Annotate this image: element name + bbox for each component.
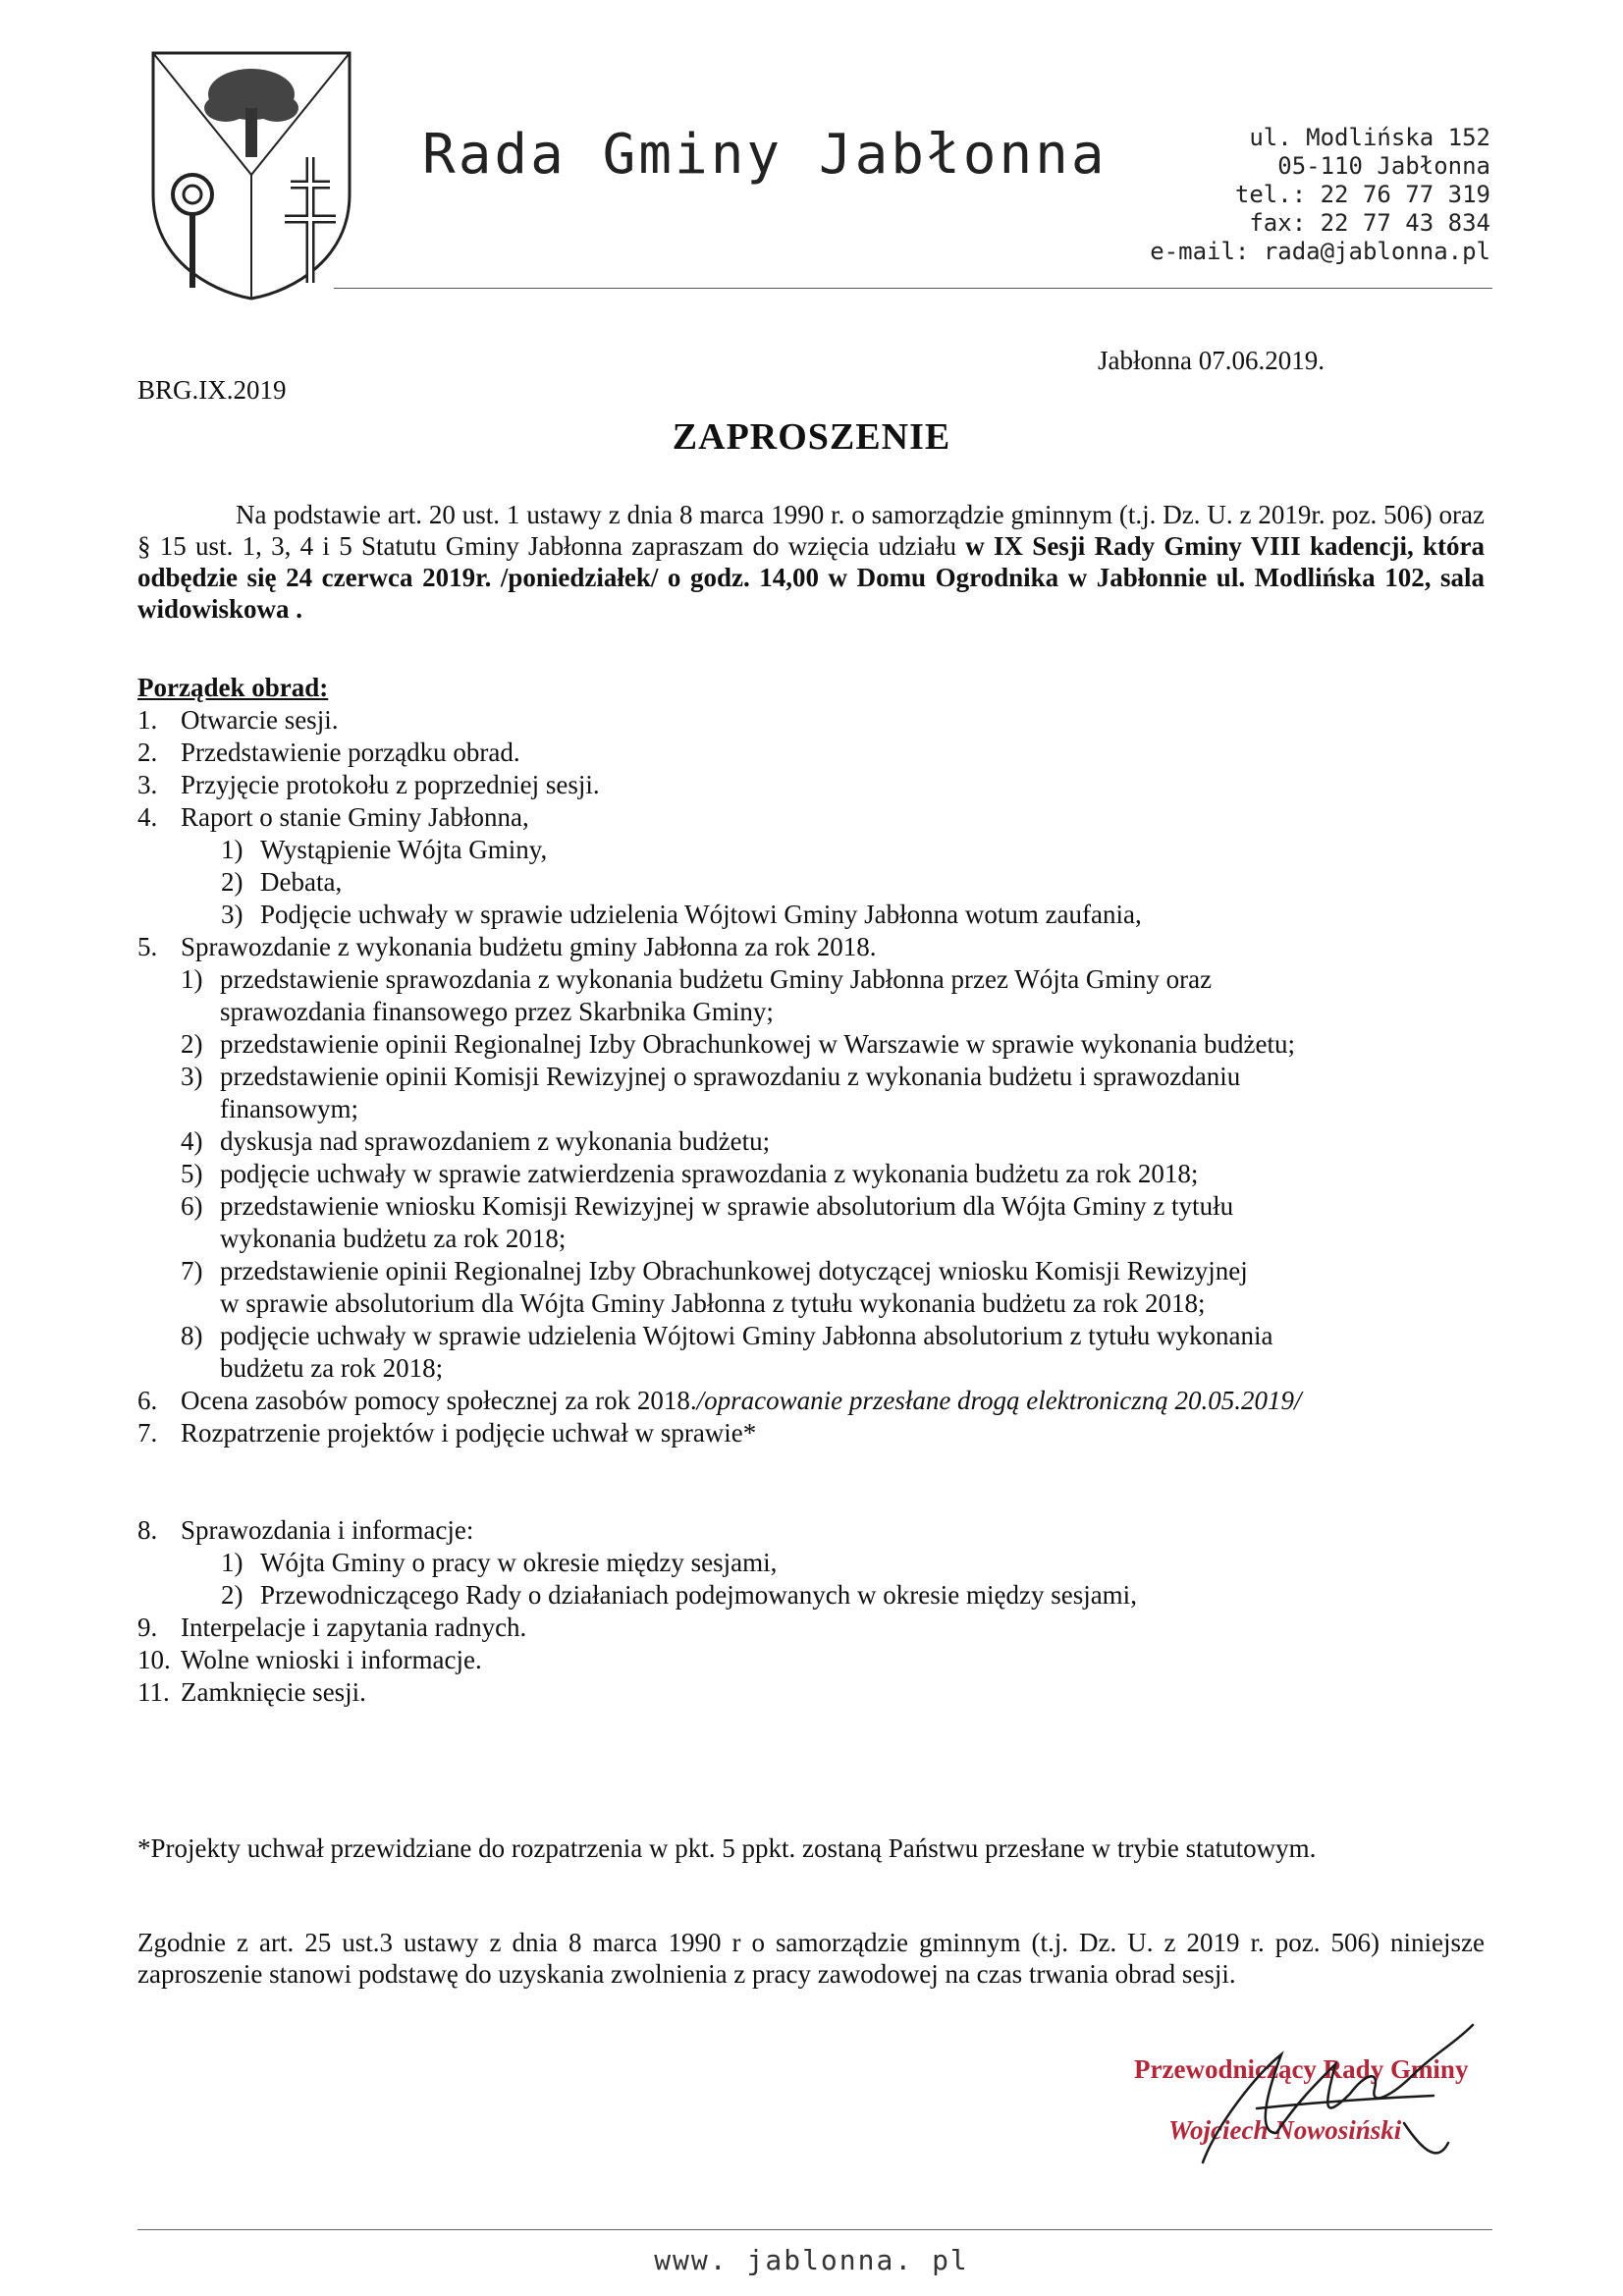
subitem-text: podjęcie uchwały w sprawie udzielenia Wójtowi Gminy Jabłonna absolutorium z tytułu wykonania (220, 1321, 1273, 1350)
item-text: Interpelacje i zapytania radnych. (181, 1613, 527, 1642)
contact-block (1150, 124, 1490, 266)
coat-of-arms-icon (147, 47, 355, 302)
item-number: 2. (137, 738, 158, 767)
item-number: 10. (137, 1645, 171, 1674)
item-number: 7. (137, 1418, 158, 1448)
organization-name: Rada Gminy Jabłonna (422, 123, 1108, 187)
agenda-subitem (137, 899, 1512, 931)
item-text: Sprawozdania i informacje: (181, 1515, 474, 1545)
subitem-number: 1) (221, 835, 243, 864)
subitem-text: przedstawienie wniosku Komisji Rewizyjnej w sprawie absolutorium dla Wójta Gminy z tytułu (220, 1191, 1234, 1221)
agenda-item (137, 931, 1512, 963)
subitem-continuation: w sprawie absolutorium dla Wójta Gminy Jabłonna z tytułu wykonania budżetu za rok 2018; (220, 1288, 1206, 1318)
agenda-item (137, 704, 1512, 737)
subitem-number: 1) (221, 1548, 243, 1577)
item-note: /opracowanie przesłane drogą elektroniczną 20.05.2019/ (696, 1386, 1302, 1415)
subitem-number: 7) (181, 1256, 203, 1285)
subitem-number: 5) (181, 1159, 203, 1188)
agenda-subitem (137, 1320, 1512, 1352)
email-address[interactable]: e-mail: rada@jablonna.pl (1150, 238, 1490, 265)
item-text: Zamknięcie sesji. (181, 1677, 366, 1707)
subitem-text: dyskusja nad sprawozdaniem z wykonania budżetu; (220, 1126, 771, 1156)
intro-text: Na podstawie art. 20 ust. 1 ustawy z dnia 8 marca 1990 r. o samorządzie gminnym (t.j. Dz. U. z 2019r. poz. 506) oraz § 15 ust. 1, 3, 4 i 5 Statutu Gminy Jabłonna zapraszam do wzięcia udziału (137, 500, 1485, 561)
subitem-number: 8) (181, 1321, 203, 1350)
agenda-item (137, 737, 1512, 769)
footer-divider (137, 2229, 1492, 2230)
item-number: 8. (137, 1515, 158, 1545)
agenda-subitem (137, 1125, 1512, 1158)
agenda-item (137, 769, 1512, 801)
agenda-item (137, 801, 1512, 834)
agenda-subitem (137, 1579, 1512, 1612)
subitem-continuation: finansowym; (220, 1094, 358, 1123)
header-divider (334, 288, 1492, 289)
agenda-subitem (137, 1028, 1512, 1061)
agenda-item (137, 1417, 1512, 1449)
agenda-subitem (137, 1190, 1512, 1223)
subitem-text: Przewodniczącego Rady o działaniach podejmowanych w okresie między sesjami, (260, 1580, 1137, 1610)
address-street: ul. Modlińska 152 (1249, 124, 1490, 151)
item-text: Przedstawienie porządku obrad. (181, 738, 520, 767)
subitem-text: Wójta Gminy o pracy w okresie między sesjami, (260, 1548, 778, 1577)
subitem-continuation: wykonania budżetu za rok 2018; (220, 1224, 567, 1253)
subitem-number: 6) (181, 1191, 203, 1221)
subitem-text: Podjęcie uchwały w sprawie udzielenia Wójtowi Gminy Jabłonna wotum zaufania, (260, 900, 1142, 929)
agenda-subitem (137, 1547, 1512, 1579)
item-text: Sprawozdanie z wykonania budżetu gminy Jabłonna za rok 2018. (181, 932, 877, 961)
subitem-text: przedstawienie opinii Regionalnej Izby Obrachunkowej w Warszawie w sprawie wykonania budżetu; (220, 1029, 1295, 1059)
agenda-subitem (137, 963, 1512, 996)
agenda-item (137, 1612, 1512, 1644)
intro-bold-text: w IX Sesji Rady Gminy VIII kadencji, która odbędzie się 24 czerwca 2019r. /poniedziałek/ o godz. 14,00 w Domu Ogrodnika w Jabłonnie ul. Modlińska 102, sala widowiskowa . (137, 531, 1486, 624)
item-number: 9. (137, 1613, 158, 1642)
subitem-number: 2) (181, 1029, 203, 1059)
subitem-continuation: budżetu za rok 2018; (220, 1353, 444, 1383)
address-postal: 05-110 Jabłonna (1277, 152, 1490, 180)
website-link[interactable]: www. jablonna. pl (654, 2244, 969, 2276)
handwritten-signature-icon (1109, 2015, 1522, 2182)
signature-stamp (1109, 2035, 1522, 2172)
subitem-number: 3) (181, 1062, 203, 1091)
subitem-number: 3) (221, 900, 243, 929)
signatory-name: Wojciech Nowosiński (1168, 2115, 1402, 2145)
agenda-item (137, 1385, 1512, 1417)
item-number: 5. (137, 932, 158, 961)
subitem-number: 1) (181, 964, 203, 994)
subitem-text: przedstawienie sprawozdania z wykonania budżetu Gminy Jabłonna przez Wójta Gminy oraz (220, 964, 1213, 994)
item-number: 4. (137, 802, 158, 832)
projects-note: *Projekty uchwał przewidziane do rozpatrzenia w pkt. 5 ppkt. zostaną Państwu przesłane w trybie statutowym. (137, 1833, 1317, 1863)
legal-note: Zgodnie z art. 25 ust.3 ustawy z dnia 8 marca 1990 r o samorządzie gminnym (t.j. Dz. U. z 2019 r. poz. 506) niniejsze zaproszenie stanowi podstawę do uzyskania zwolnienia z pracy zawodowej na czas trwania obrad sesji. (137, 1928, 1485, 1989)
subitem-number: 2) (221, 1580, 243, 1610)
subitem-text: Wystąpienie Wójta Gminy, (260, 835, 548, 864)
agenda-heading: Porządek obrad: (137, 673, 329, 702)
item-text: Raport o stanie Gminy Jabłonna, (181, 802, 529, 832)
spacer (137, 1449, 1512, 1514)
document-date: Jabłonna 07.06.2019. (1098, 346, 1325, 375)
item-number: 1. (137, 705, 158, 735)
item-text: Ocena zasobów pomocy społecznej za rok 2018. (181, 1386, 697, 1415)
item-number: 3. (137, 770, 158, 799)
agenda-item (137, 1514, 1512, 1547)
item-text: Przyjęcie protokołu z poprzedniej sesji. (181, 770, 600, 799)
agenda-subitem (137, 1061, 1512, 1093)
item-number: 6. (137, 1386, 158, 1415)
subitem-number: 2) (221, 867, 243, 897)
item-text: Rozpatrzenie projektów i podjęcie uchwał w sprawie* (181, 1418, 757, 1448)
item-text: Wolne wnioski i informacje. (181, 1645, 482, 1674)
fax-number: fax: 22 77 43 834 (1249, 209, 1490, 237)
agenda-item (137, 1644, 1512, 1676)
agenda-subitem (137, 866, 1512, 899)
agenda (137, 672, 1512, 1709)
subitem-number: 4) (181, 1126, 203, 1156)
agenda-subitem (137, 1158, 1512, 1190)
subitem-text: Debata, (260, 867, 343, 897)
document-title: ZAPROSZENIE (672, 416, 951, 458)
agenda-subitem (137, 1255, 1512, 1287)
agenda-subitem (137, 834, 1512, 866)
reference-number: BRG.IX.2019 (137, 375, 287, 405)
item-number: 11. (137, 1677, 170, 1707)
item-text: Otwarcie sesji. (181, 705, 339, 735)
subitem-text: podjęcie uchwały w sprawie zatwierdzenia sprawozdania z wykonania budżetu za rok 2018; (220, 1159, 1199, 1188)
subitem-continuation: sprawozdania finansowego przez Skarbnika Gminy; (220, 997, 774, 1026)
phone-number: tel.: 22 76 77 319 (1234, 181, 1490, 208)
agenda-item (137, 1676, 1512, 1709)
subitem-text: przedstawienie opinii Regionalnej Izby Obrachunkowej dotyczącej wniosku Komisji Rewizyjnej (220, 1256, 1248, 1285)
intro-paragraph (137, 499, 1485, 625)
subitem-text: przedstawienie opinii Komisji Rewizyjnej o sprawozdaniu z wykonania budżetu i sprawozdaniu (220, 1062, 1241, 1091)
signatory-role: Przewodniczący Rady Gminy (1134, 2054, 1469, 2084)
